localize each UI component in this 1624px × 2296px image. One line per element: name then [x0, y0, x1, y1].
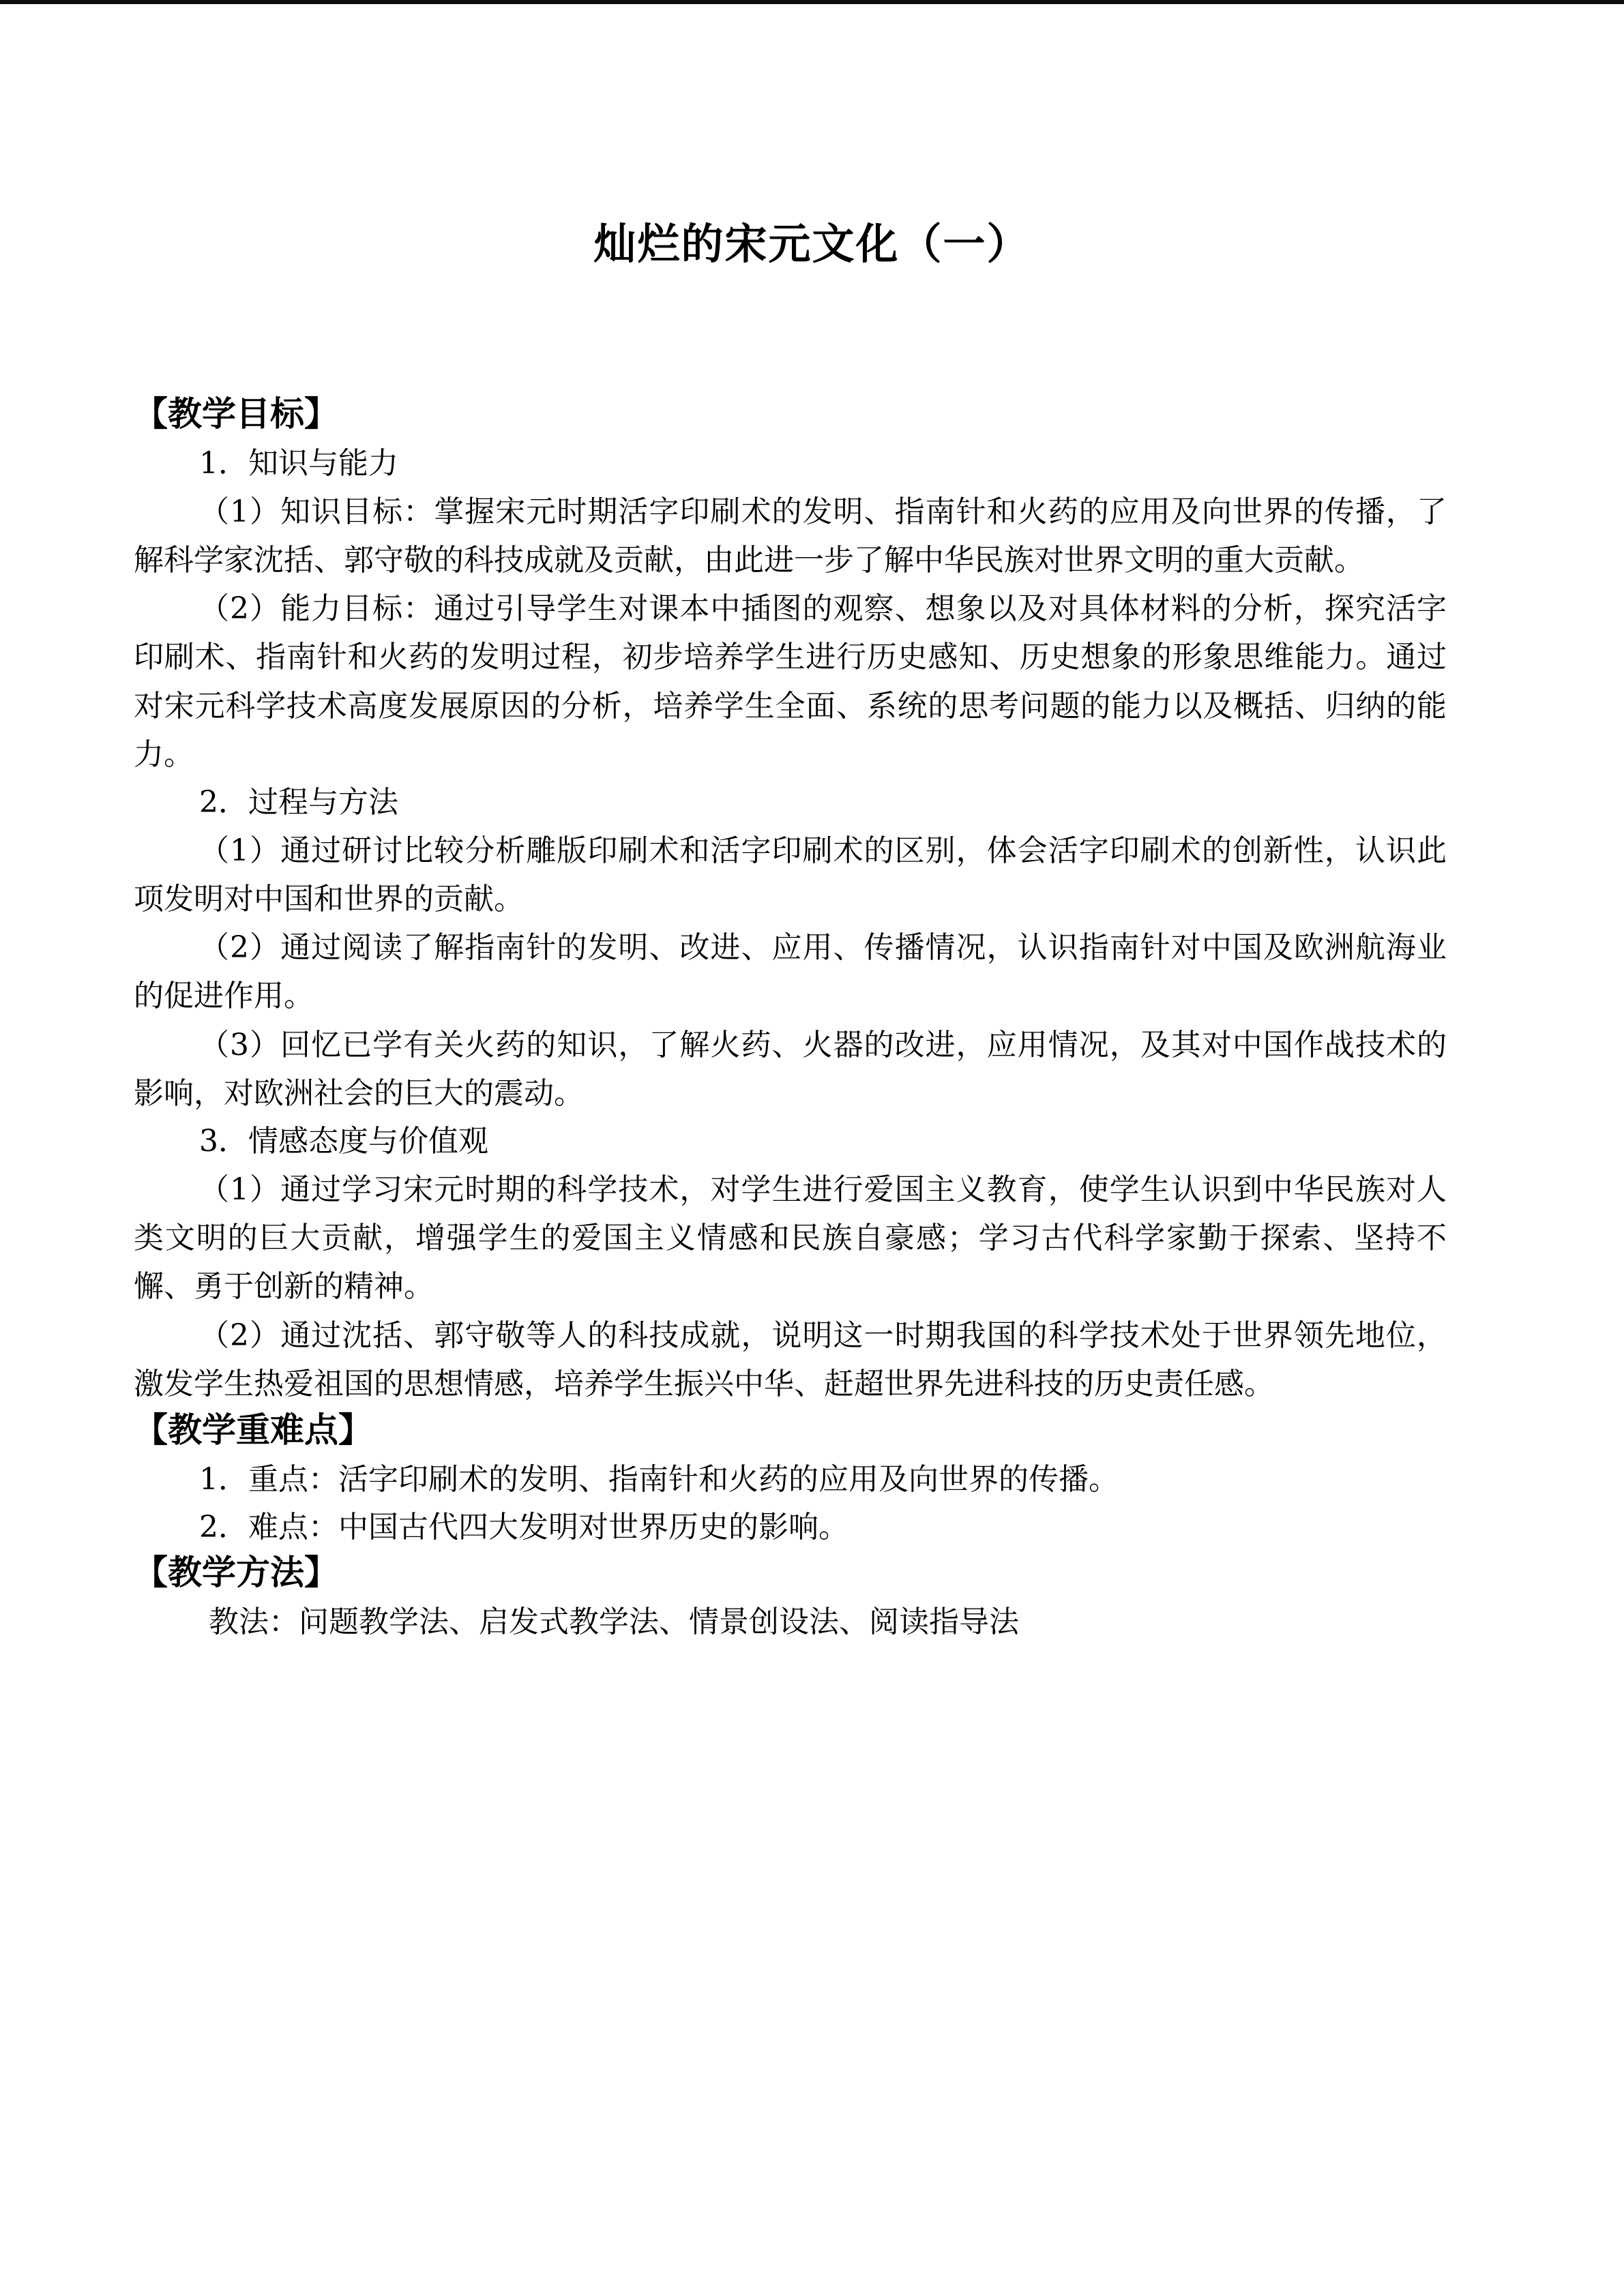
emotion-values-point-1: （1）通过学习宋元时期的科学技术，对学生进行爱国主义教育，使学生认识到中华民族对人类文明的巨大贡献，增强学生的爱国主义情感和民族自豪感；学习古代科学家勤于探索、坚持不懈、勇于创新的精神。: [134, 1172, 1447, 1304]
page-top-rule: [0, 0, 1624, 4]
objective-item-emotion-attitude-values: 3．情感态度与价值观: [199, 1124, 488, 1159]
emotion-values-point-2: （2）通过沈括、郭守敬等人的科技成就，说明这一时期我国的科学技术处于世界领先地位，激发学生热爱祖国的思想情感，培养学生振兴中华、赶超世界先进科技的历史责任感。: [134, 1317, 1447, 1401]
process-method-point-1: （1）通过研讨比较分析雕版印刷术和活字印刷术的区别，体会活字印刷术的创新性，认识此项发明对中国和世界的贡献。: [134, 833, 1447, 916]
difficult-point-line: 2．难点：中国古代四大发明对世界历史的影响。: [199, 1509, 848, 1545]
section-heading-teaching-methods: 【教学方法】: [134, 1553, 338, 1593]
process-method-point-3: （3）回忆已学有关火药的知识，了解火药、火器的改进，应用情况，及其对中国作战技术的影响，对欧洲社会的巨大的震动。: [134, 1027, 1447, 1111]
section-heading-key-difficult-points: 【教学重难点】: [134, 1410, 372, 1450]
objective-item-process-method: 2．过程与方法: [199, 785, 398, 820]
section-heading-teaching-objectives: 【教学目标】: [134, 394, 338, 434]
objective-ability-goal: （2）能力目标：通过引导学生对课本中插图的观察、想象以及对具体材料的分析，探究活字印刷术、指南针和火药的发明过程，初步培养学生进行历史感知、历史想象的形象思维能力。通过对宋元科学技术高度发展原因的分析，培养学生全面、系统的思考问题的能力以及概括、归纳的能力。: [134, 591, 1447, 772]
document-body: [134, 392, 1447, 1646]
objective-knowledge-goal: （1）知识目标：掌握宋元时期活字印刷术的发明、指南针和火药的应用及向世界的传播，了解科学家沈括、郭守敬的科技成就及贡献，由此进一步了解中华民族对世界文明的重大贡献。: [134, 494, 1447, 578]
page-title: 灿烂的宋元文化（一）: [593, 218, 1031, 269]
objective-item-knowledge-ability: 1．知识与能力: [199, 446, 398, 481]
key-point-line: 1．重点：活字印刷术的发明、指南针和火药的应用及向世界的传播。: [199, 1462, 1119, 1497]
process-method-point-2: （2）通过阅读了解指南针的发明、改进、应用、传播情况，认识指南针对中国及欧洲航海业的促进作用。: [134, 930, 1447, 1014]
teaching-method-line: 教法：问题教学法、启发式教学法、情景创设法、阅读指导法: [209, 1605, 1019, 1640]
